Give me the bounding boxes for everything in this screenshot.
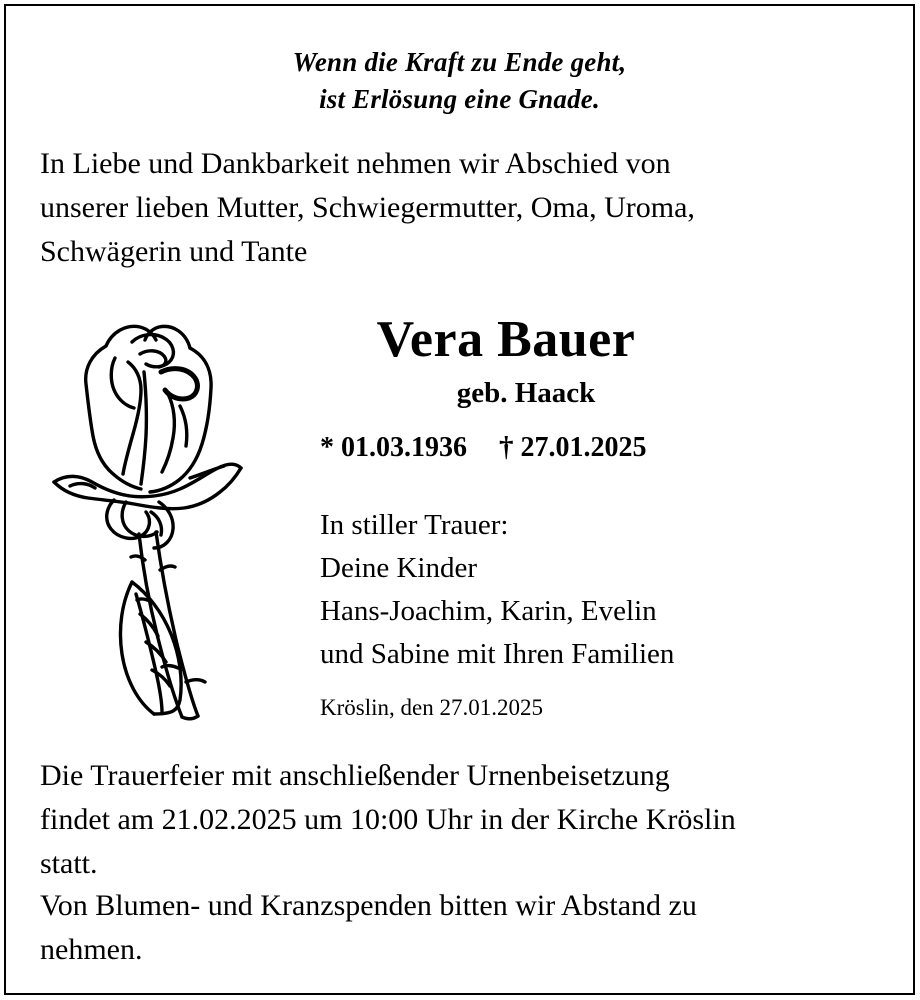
deceased-name: Vera Bauer: [376, 311, 636, 368]
life-dates: [320, 430, 647, 465]
epigraph-line-1: Wenn die Kraft zu Ende geht,: [292, 47, 627, 77]
flowers-line-2: nehmen.: [40, 933, 143, 966]
birth-symbol: *: [320, 432, 334, 463]
intro-line-3: Schwägerin und Tante: [40, 235, 308, 268]
place-and-date: Kröslin, den 27.01.2025: [320, 695, 543, 720]
mourners-line-3: und Sabine mit Ihren Familien: [320, 638, 675, 670]
obituary-notice: [4, 4, 915, 995]
deceased-maiden-name: geb. Haack: [456, 377, 596, 409]
birth-date: 01.03.1936: [341, 432, 467, 463]
death-symbol: †: [499, 431, 514, 463]
mourners-block: [320, 504, 674, 676]
rose-illustration: [40, 302, 272, 722]
death-date: 27.01.2025: [520, 432, 647, 463]
flowers-line-1: Von Blumen- und Kranzspenden bitten wir Abstand zu: [40, 889, 697, 922]
intro-line-2: unserer lieben Mutter, Schwiegermutter, Oma, Uroma,: [40, 191, 695, 224]
mourners-line-2: Hans-Joachim, Karin, Evelin: [320, 595, 657, 627]
deceased-name-block: [306, 312, 706, 410]
ceremony-line-3: statt.: [40, 847, 98, 880]
mourners-heading: In stiller Trauer:: [320, 509, 509, 541]
ceremony-line-1: Die Trauerfeier mit anschließender Urnenbeisetzung: [40, 759, 670, 792]
intro-line-1: In Liebe und Dankbarkeit nehmen wir Abschied von: [40, 147, 671, 180]
epigraph-line-2: ist Erlösung eine Gnade.: [319, 84, 600, 114]
flowers-paragraph: [40, 884, 860, 972]
epigraph: [6, 44, 913, 118]
mourners-line-1: Deine Kinder: [320, 552, 478, 584]
ceremony-line-2: findet am 21.02.2025 um 10:00 Uhr in der Kirche Kröslin: [40, 803, 736, 836]
intro-paragraph: [40, 142, 840, 274]
ceremony-paragraph: [40, 754, 860, 886]
